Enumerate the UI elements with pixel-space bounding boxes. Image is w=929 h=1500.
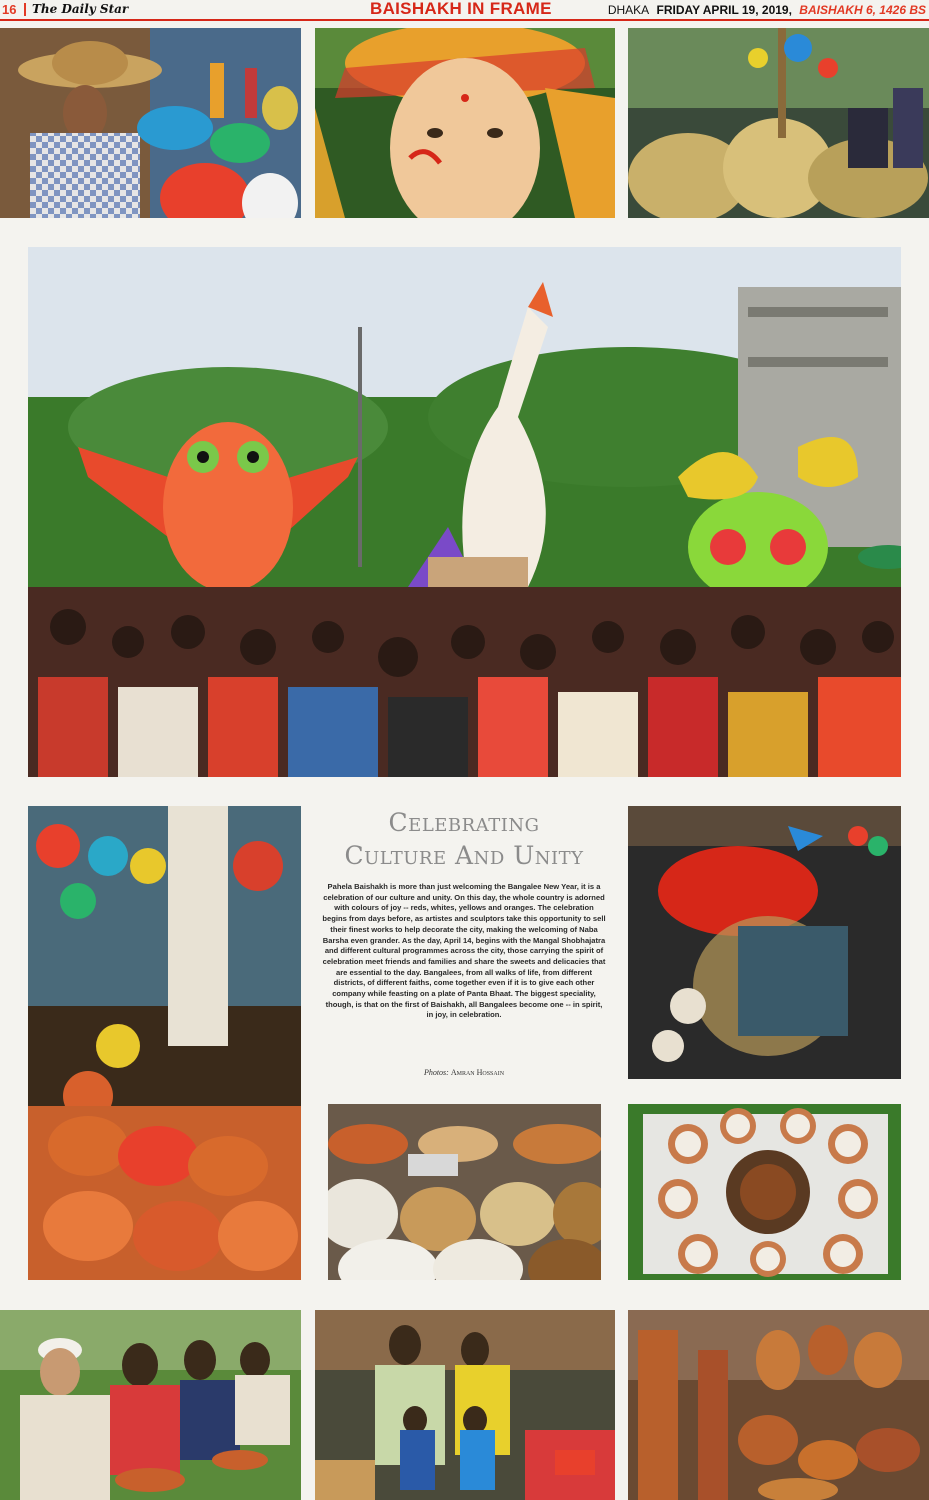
dateline-bengali-date: BAISHAKH 6, 1426 BS xyxy=(799,3,926,17)
article-body: Pahela Baishakh is more than just welcoming the Bangalee New Year, it is a celebration of our culture and unity. On this day, the whole country is adorned with colours of joy -- reds, whites, yellows and oranges. The celebration begins from days before, as artistes and sculptors take this opportunity to sell their finest works to help decorate the city, making the welcoming of Naba Barsha even grander. As the day, April 14, begins with the Mangal Shobhajatra and different cultural programmes across the city, those carrying the spirit of celebration meet friends and families and share the sweets and delicacies that are essential to the day. Bangalees, from all walks of life, from different districts, of different faiths, come together even if it is to give each other company while feasting on a plate of Panta Bhaat. The biggest speciality, though, is that on the first of Baishakh, all Bangalees become one -- in spirit, in joy, in celebration. xyxy=(322,882,606,1020)
article-headline xyxy=(318,806,610,872)
photo-mangal-shobhajatra xyxy=(28,247,901,777)
photo-girl-face-paint xyxy=(315,28,615,218)
photo-sweets-market xyxy=(328,1104,601,1280)
photo-clay-crafts xyxy=(628,1310,929,1500)
photo-potter-painting xyxy=(0,28,301,218)
header-rule xyxy=(0,19,929,21)
dateline-city: DHAKA xyxy=(607,3,650,17)
photo-bamboo-crafts xyxy=(628,28,929,218)
photo-panta-bhaat xyxy=(628,1104,901,1280)
page-number: 16 xyxy=(2,2,17,17)
photo-credit xyxy=(322,1068,606,1077)
photo-pottery-stall xyxy=(28,806,301,1280)
masthead-logo: The Daily Star xyxy=(32,2,129,16)
headline-line-2: Culture And Unity xyxy=(344,841,584,870)
page-header xyxy=(0,0,929,20)
headline-line-1: Celebrating xyxy=(388,808,540,837)
dateline-date: FRIDAY APRIL 19, 2019, xyxy=(656,3,792,17)
credit-name: Amran Hossain xyxy=(450,1068,505,1077)
header-divider xyxy=(24,3,26,16)
dateline xyxy=(608,3,926,17)
photo-eating-together xyxy=(0,1310,301,1500)
credit-label: Photos: xyxy=(423,1068,449,1077)
section-title: BAISHAKH IN FRAME xyxy=(370,0,552,18)
photo-decorated-stall xyxy=(628,806,901,1079)
photo-family-shopping xyxy=(315,1310,615,1500)
